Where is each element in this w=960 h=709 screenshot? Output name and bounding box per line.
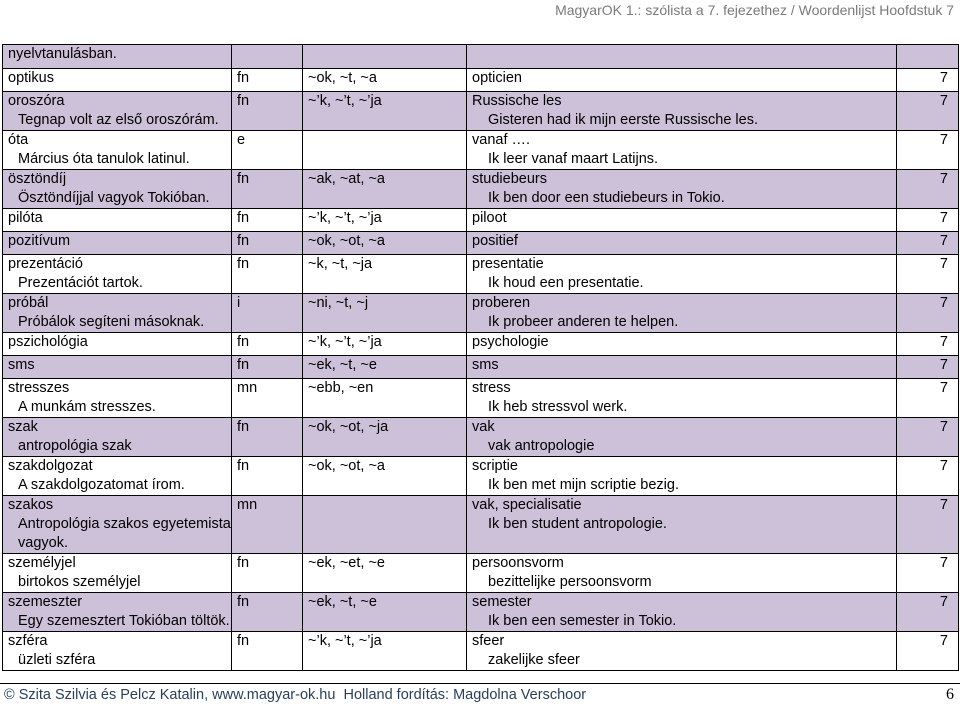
dutch-word: scriptie <box>472 458 518 474</box>
word-class: i <box>237 295 241 311</box>
chapter-cell <box>897 92 959 131</box>
forms-cell <box>303 554 467 593</box>
dutch-cell <box>467 92 897 131</box>
chapter-cell <box>897 457 959 496</box>
word-class-cell <box>232 209 303 232</box>
inflected-forms: ~ek, ~et, ~e <box>308 555 385 571</box>
word-class: fn <box>237 171 250 187</box>
vocab-row <box>3 496 959 554</box>
dutch-cell <box>467 170 897 209</box>
chapter-number: 7 <box>939 256 948 272</box>
word-class-cell <box>232 255 303 294</box>
dutch-word: vak, specialisatie <box>472 497 582 513</box>
word-class: fn <box>237 633 250 649</box>
vocab-row <box>3 418 959 457</box>
dutch-word: semester <box>472 594 532 610</box>
dutch-cell <box>467 356 897 379</box>
hungarian-word: szféra <box>8 633 48 649</box>
word-class: fn <box>237 419 250 435</box>
dutch-word: positief <box>472 233 518 249</box>
forms-cell <box>303 232 467 255</box>
hungarian-word: prezentáció <box>8 256 83 272</box>
hungarian-cell <box>3 294 232 333</box>
dutch-word: opticien <box>472 70 522 86</box>
dutch-cell <box>467 333 897 356</box>
chapter-cell <box>897 379 959 418</box>
word-class-cell <box>232 632 303 671</box>
dutch-example: Ik leer vanaf maart Latijns. <box>488 151 659 167</box>
inflected-forms: ~ok, ~t, ~a <box>308 70 377 86</box>
dutch-example: Ik ben met mijn scriptie bezig. <box>488 477 679 493</box>
chapter-number: 7 <box>939 633 948 649</box>
chapter-cell <box>897 333 959 356</box>
hungarian-example: Ösztöndíjjal vagyok Tokióban. <box>18 190 210 206</box>
vocab-row <box>3 333 959 356</box>
hungarian-word: szemeszter <box>8 594 83 610</box>
word-class-cell <box>232 92 303 131</box>
dutch-example: zakelijke sfeer <box>488 652 580 668</box>
forms-cell <box>303 333 467 356</box>
chapter-number: 7 <box>939 334 948 350</box>
dutch-word: sfeer <box>472 633 505 649</box>
word-class-cell <box>232 554 303 593</box>
chapter-cell <box>897 593 959 632</box>
vocab-row <box>3 554 959 593</box>
hungarian-word: szak <box>8 419 38 435</box>
dutch-word: sms <box>472 357 499 373</box>
hungarian-example: Antropológia szakos egyetemista vagyok. <box>18 516 231 551</box>
inflected-forms: ~ek, ~t, ~e <box>308 357 377 373</box>
word-class: fn <box>237 458 250 474</box>
dutch-example: Ik houd een presentatie. <box>488 275 644 291</box>
dutch-cell <box>467 496 897 554</box>
word-class-cell <box>232 496 303 554</box>
forms-cell <box>303 457 467 496</box>
vocab-row <box>3 255 959 294</box>
hungarian-example: Egy szemesztert Tokióban töltök. <box>18 613 230 629</box>
hungarian-example: antropológia szak <box>18 438 132 454</box>
hungarian-word: próbál <box>8 295 49 311</box>
vocabulary-table <box>2 44 959 671</box>
forms-cell <box>303 92 467 131</box>
dutch-cell <box>467 69 897 92</box>
hungarian-example: Prezentációt tartok. <box>18 275 143 291</box>
hungarian-cell <box>3 632 232 671</box>
chapter-number: 7 <box>939 357 948 373</box>
vocab-row <box>3 170 959 209</box>
chapter-cell <box>897 554 959 593</box>
inflected-forms: ~ak, ~at, ~a <box>308 171 385 187</box>
word-class-cell <box>232 294 303 333</box>
hungarian-word: szakos <box>8 497 54 513</box>
word-class-cell <box>232 593 303 632</box>
chapter-cell <box>897 69 959 92</box>
word-class: fn <box>237 210 250 226</box>
chapter-number: 7 <box>939 171 948 187</box>
chapter-cell <box>897 356 959 379</box>
hungarian-word: oroszóra <box>8 93 65 109</box>
dutch-example: Ik ben student antropologie. <box>488 516 667 532</box>
chapter-cell <box>897 131 959 170</box>
dutch-cell <box>467 632 897 671</box>
vocab-row <box>3 131 959 170</box>
word-class: fn <box>237 555 250 571</box>
hungarian-word: optikus <box>8 70 54 86</box>
forms-cell <box>303 69 467 92</box>
dutch-example: vak antropologie <box>488 438 595 454</box>
vocab-row <box>3 232 959 255</box>
hungarian-example: A munkám stresszes. <box>18 399 156 415</box>
page-header: MagyarOK 1.: szólista a 7. fejezethez / Woordenlijst Hoofdstuk 7 <box>555 2 954 18</box>
footer-credits <box>4 684 586 706</box>
hungarian-word: szakdolgozat <box>8 458 93 474</box>
word-class: fn <box>237 334 250 350</box>
chapter-number: 7 <box>939 93 948 109</box>
forms-cell <box>303 356 467 379</box>
dutch-word: piloot <box>472 210 507 226</box>
hungarian-example: Március óta tanulok latinul. <box>18 151 190 167</box>
forms-cell <box>303 593 467 632</box>
dutch-word: proberen <box>472 295 531 311</box>
chapter-cell <box>897 255 959 294</box>
chapter-number: 7 <box>939 497 948 513</box>
hungarian-cell <box>3 496 232 554</box>
word-class: mn <box>237 380 258 396</box>
hungarian-word: óta <box>8 132 29 148</box>
vocab-row <box>3 294 959 333</box>
word-class-cell <box>232 69 303 92</box>
translation-credit: Holland fordítás: Magdolna Verschoor <box>343 687 587 703</box>
hungarian-cell <box>3 69 232 92</box>
dutch-word: persoonsvorm <box>472 555 564 571</box>
dutch-word: presentatie <box>472 256 544 272</box>
vocab-row <box>3 69 959 92</box>
vocab-row <box>3 379 959 418</box>
hungarian-example: A szakdolgozatomat írom. <box>18 477 185 493</box>
hungarian-word: ösztöndíj <box>8 171 67 187</box>
word-class-cell <box>232 356 303 379</box>
chapter-number: 7 <box>939 380 948 396</box>
hungarian-cell <box>3 255 232 294</box>
word-class-cell <box>232 379 303 418</box>
chapter-number: 7 <box>939 210 948 226</box>
dutch-cell <box>467 131 897 170</box>
word-class: fn <box>237 357 250 373</box>
vocab-row <box>3 457 959 496</box>
dutch-cell <box>467 593 897 632</box>
chapter-number: 7 <box>939 233 948 249</box>
forms-cell <box>303 255 467 294</box>
dutch-cell <box>467 232 897 255</box>
chapter-cell <box>897 632 959 671</box>
inflected-forms: ~’k, ~’t, ~’ja <box>308 93 382 109</box>
hungarian-word: stresszes <box>8 380 70 396</box>
word-class: fn <box>237 70 250 86</box>
forms-cell <box>303 418 467 457</box>
dutch-word: vanaf …. <box>472 132 531 148</box>
dutch-example: bezittelijke persoonsvorm <box>488 574 652 590</box>
hungarian-cell <box>3 418 232 457</box>
chapter-cell <box>897 45 959 69</box>
inflected-forms: ~’k, ~’t, ~’ja <box>308 210 382 226</box>
hungarian-word: pozitívum <box>8 233 71 249</box>
word-class-cell <box>232 457 303 496</box>
dutch-cell <box>467 45 897 69</box>
hungarian-cell <box>3 131 232 170</box>
hungarian-example: üzleti szféra <box>18 652 96 668</box>
hungarian-word: pilóta <box>8 210 43 226</box>
hungarian-cell <box>3 92 232 131</box>
chapter-number: 7 <box>939 594 948 610</box>
hungarian-cell <box>3 356 232 379</box>
word-class-cell <box>232 232 303 255</box>
chapter-cell <box>897 294 959 333</box>
inflected-forms: ~’k, ~’t, ~’ja <box>308 334 382 350</box>
chapter-number: 7 <box>939 132 948 148</box>
chapter-number: 7 <box>939 419 948 435</box>
dutch-example: Ik probeer anderen te helpen. <box>488 314 679 330</box>
word-class-cell <box>232 333 303 356</box>
hungarian-cell <box>3 554 232 593</box>
forms-cell <box>303 170 467 209</box>
hungarian-cell <box>3 593 232 632</box>
word-class: mn <box>237 497 258 513</box>
chapter-number: 7 <box>939 70 948 86</box>
page-footer <box>0 683 960 706</box>
dutch-cell <box>467 294 897 333</box>
inflected-forms: ~ek, ~t, ~e <box>308 594 377 610</box>
forms-cell <box>303 379 467 418</box>
hungarian-cell <box>3 333 232 356</box>
hungarian-cell <box>3 209 232 232</box>
forms-cell <box>303 294 467 333</box>
dutch-cell <box>467 379 897 418</box>
forms-cell <box>303 496 467 554</box>
dutch-example: Ik ben door een studiebeurs in Tokio. <box>488 190 725 206</box>
vocab-row <box>3 632 959 671</box>
chapter-number: 7 <box>939 295 948 311</box>
dutch-word: psychologie <box>472 334 549 350</box>
chapter-cell <box>897 209 959 232</box>
hungarian-word: sms <box>8 357 35 373</box>
word-class: fn <box>237 93 250 109</box>
hungarian-word: pszichológia <box>8 334 88 350</box>
hungarian-cell <box>3 170 232 209</box>
chapter-number: 7 <box>939 458 948 474</box>
forms-cell <box>303 209 467 232</box>
dutch-example: Gisteren had ik mijn eerste Russische les. <box>488 112 758 128</box>
hungarian-cell <box>3 45 232 69</box>
forms-cell <box>303 45 467 69</box>
hungarian-example: birtokos személyjel <box>18 574 141 590</box>
word-class: fn <box>237 594 250 610</box>
word-class-cell <box>232 45 303 69</box>
dutch-word: stress <box>472 380 511 396</box>
inflected-forms: ~ebb, ~en <box>308 380 374 396</box>
vocab-row <box>3 45 959 69</box>
hungarian-cell <box>3 232 232 255</box>
dutch-word: studiebeurs <box>472 171 547 187</box>
inflected-forms: ~ok, ~ot, ~ja <box>308 419 389 435</box>
dutch-example: Ik ben een semester in Tokio. <box>488 613 677 629</box>
hungarian-word: személyjel <box>8 555 76 571</box>
vocab-row <box>3 356 959 379</box>
inflected-forms: ~ok, ~ot, ~a <box>308 458 385 474</box>
copyright-text: © Szita Szilvia és Pelcz Katalin, www.magyar-ok.hu <box>4 687 336 703</box>
page-number: 6 <box>946 686 954 703</box>
word-class: fn <box>237 256 250 272</box>
inflected-forms: ~ni, ~t, ~j <box>308 295 369 311</box>
word-class: e <box>237 132 246 148</box>
vocab-row <box>3 209 959 232</box>
hungarian-cell <box>3 457 232 496</box>
vocab-row <box>3 593 959 632</box>
chapter-cell <box>897 418 959 457</box>
chapter-cell <box>897 496 959 554</box>
forms-cell <box>303 131 467 170</box>
word-class-cell <box>232 418 303 457</box>
dutch-cell <box>467 554 897 593</box>
word-class: fn <box>237 233 250 249</box>
hungarian-example: Próbálok segíteni másoknak. <box>18 314 205 330</box>
chapter-number: 7 <box>939 555 948 571</box>
hungarian-example: Tegnap volt az első oroszórám. <box>18 112 219 128</box>
dutch-cell <box>467 255 897 294</box>
inflected-forms: ~k, ~t, ~ja <box>308 256 373 272</box>
dutch-cell <box>467 418 897 457</box>
dutch-example: Ik heb stressvol werk. <box>488 399 628 415</box>
vocab-row <box>3 92 959 131</box>
chapter-cell <box>897 232 959 255</box>
dutch-word: vak <box>472 419 495 435</box>
word-class-cell <box>232 131 303 170</box>
dutch-cell <box>467 209 897 232</box>
dutch-word: Russische les <box>472 93 562 109</box>
chapter-cell <box>897 170 959 209</box>
hungarian-cell <box>3 379 232 418</box>
hungarian-word: nyelvtanulásban. <box>8 46 117 62</box>
forms-cell <box>303 632 467 671</box>
word-class-cell <box>232 170 303 209</box>
dutch-cell <box>467 457 897 496</box>
inflected-forms: ~’k, ~’t, ~’ja <box>308 633 382 649</box>
inflected-forms: ~ok, ~ot, ~a <box>308 233 385 249</box>
